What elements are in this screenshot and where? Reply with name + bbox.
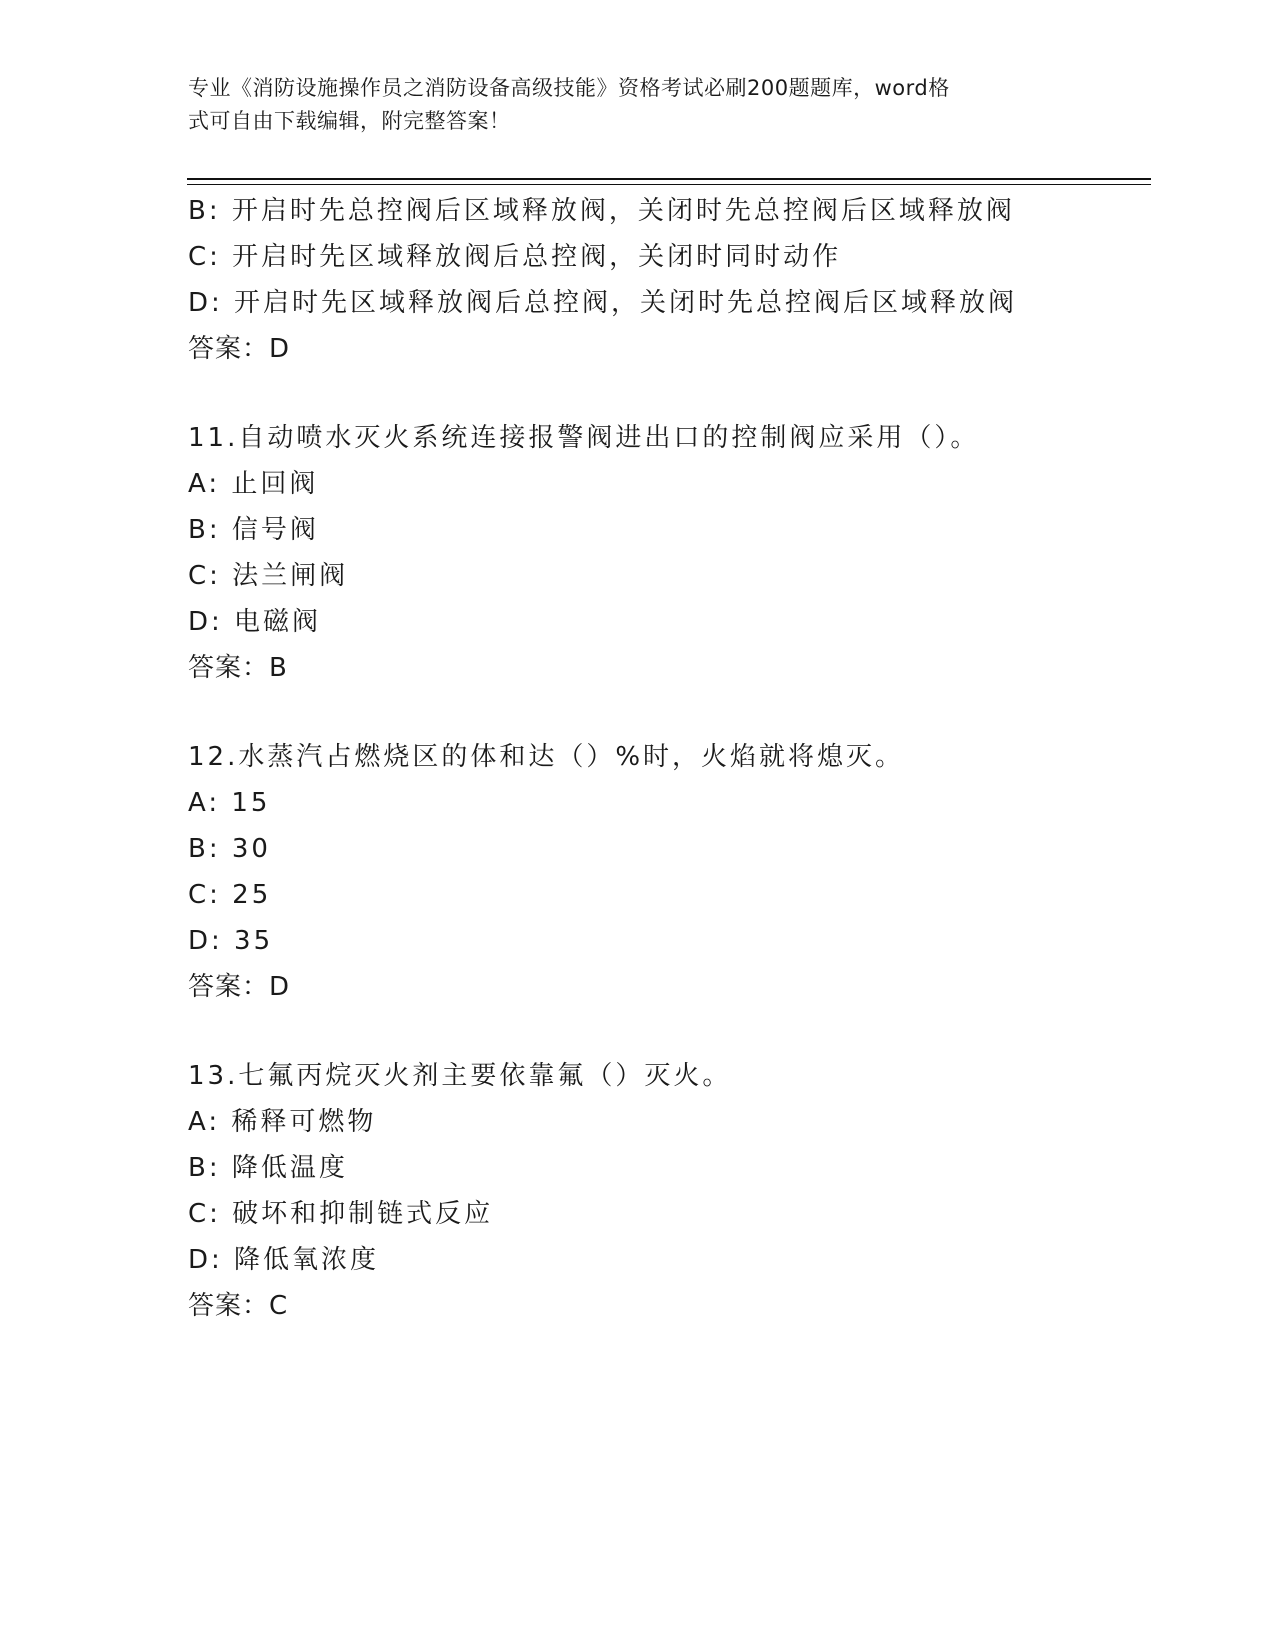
question-text: 12.水蒸汽占燃烧区的体和达（）%时，火焰就将熄灭。 [188,742,905,772]
header-divider-thick [187,178,1151,180]
answer-line: 答案：B [188,653,288,683]
answer-line: 答案：D [188,972,291,1002]
option-d: D: 开启时先区域释放阀后总控阀，关闭时先总控阀后区域释放阀 [188,288,1018,318]
answer-line: 答案：C [188,1291,289,1321]
question-block-12 [188,734,1148,1010]
option-d: D: 电磁阀 [188,607,322,637]
question-block-13 [188,1053,1148,1329]
option-d: D: 降低氧浓度 [188,1245,380,1275]
spacer [188,1010,1148,1053]
option-d: D: 35 [188,926,274,956]
spacer [188,372,1148,415]
question-text: 11.自动喷水灭火系统连接报警阀进出口的控制阀应采用（）。 [188,423,980,453]
header-line-1: 专业《消防设施操作员之消防设备高级技能》资格考试必刷200题题库，word格 [188,76,950,100]
option-a: A: 止回阀 [188,469,319,499]
option-c: C: 破坏和抑制链式反应 [188,1199,494,1229]
question-block-11 [188,415,1148,691]
spacer [188,691,1148,734]
option-b: B: 开启时先总控阀后区域释放阀，关闭时先总控阀后区域释放阀 [188,196,1015,226]
header-line-2: 式可自由下载编辑，附完整答案！ [188,109,511,133]
question-list [188,188,1148,1329]
document-header [188,72,1088,138]
option-b: B: 30 [188,834,271,864]
option-c: C: 25 [188,880,272,910]
option-c: C: 开启时先区域释放阀后总控阀，关闭时同时动作 [188,242,842,272]
header-divider-thin [187,184,1151,185]
answer-line: 答案：D [188,334,291,364]
option-b: B: 信号阀 [188,515,319,545]
option-a: A: 稀释可燃物 [188,1107,377,1137]
option-a: A: 15 [188,788,271,818]
question-block-10 [188,188,1148,372]
question-text: 13.七氟丙烷灭火剂主要依靠氟（）灭火。 [188,1061,732,1091]
option-c: C: 法兰闸阀 [188,561,349,591]
option-b: B: 降低温度 [188,1153,348,1183]
